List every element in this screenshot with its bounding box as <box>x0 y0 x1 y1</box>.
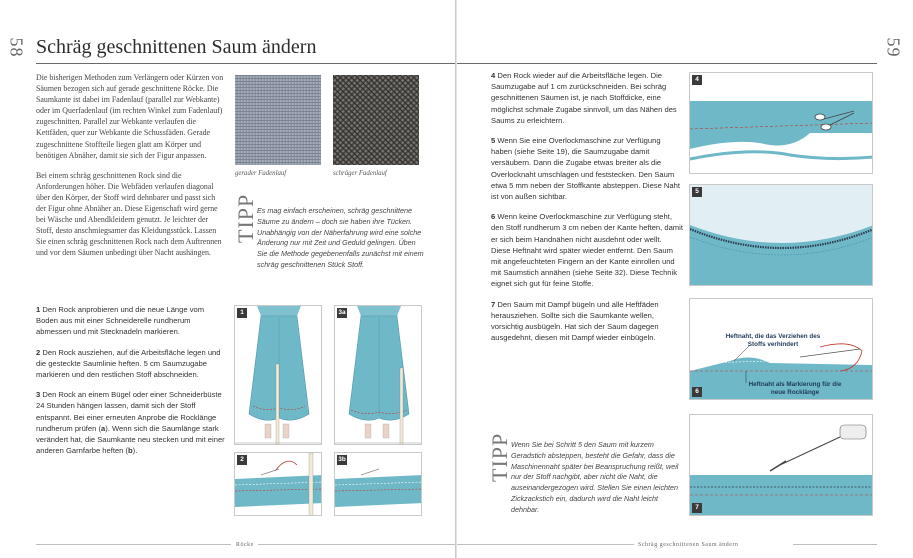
figure-4 <box>689 72 873 174</box>
figure-6 <box>689 298 873 400</box>
step-2: 2 Den Rock ausziehen, auf die Arbeitsfläche legen und die gesteckte Saumlinie heften. 5 cm Saumzugabe markieren und den restlichen Stoff abschneiden. <box>36 347 221 380</box>
steps-text <box>491 70 683 352</box>
footer-rule <box>793 544 877 545</box>
figure-7 <box>689 414 873 516</box>
footer-rule <box>258 544 455 545</box>
right-page <box>457 0 913 558</box>
step-4: 4 Den Rock wieder auf die Arbeitsfläche legen. Die Saumzugabe auf 1 cm zurückschneiden. Bei schräg geschnittenen Säumen ist, je nach Stoffdicke, eine möglichst schmale Zugabe sinnvoll, um das Nähen des Saums zu erleichtern. <box>491 71 677 125</box>
tipp-label: TIPP <box>487 432 512 482</box>
intro-paragraph: Bei einem schräg geschnittenen Rock sind die Anforderungen höher. Die Webfäden verlaufen diagonal über den Körper, der Stoff wird dehnbarer und passt sich der Figur ohne Abnäher an. Diese Eigenschaft wird gerne bei Wäsche und Abendkleidern genutzt. Je leichter der Stoff, desto anschmiegsamer das Kleidungsstück. Lassen Sie einen schräg geschnittenen Rock nach dem Auftrennen und vor dem Säumen unbedingt über Nacht aushängen. <box>36 170 222 258</box>
footer-rule <box>36 544 231 545</box>
page-number-right: 59 <box>883 37 904 58</box>
bias-grain-swatch <box>333 75 419 165</box>
figure-5 <box>689 184 873 286</box>
steps-text <box>36 304 226 465</box>
tipp-text: Wenn Sie bei Schritt 5 den Saum mit kurzem Geradstich absteppen, besteht die Gefahr, dass die Maschinennaht später bei Beanspruchung reißt, weil nur der Stoff nachgibt, aber nicht die Naht, die auseinandergezogen wird. Stellen Sie einen leichten Zickzackstich ein, dadurch wird die Naht leicht dehnbar. <box>511 440 679 514</box>
skirt-illustration <box>235 306 322 445</box>
footer-left: Röcke <box>236 542 254 548</box>
title-rule <box>36 63 455 64</box>
straight-grain-swatch <box>235 75 321 165</box>
figure-3b <box>334 452 422 516</box>
figure-1 <box>234 305 322 445</box>
page-number-left: 58 <box>6 37 27 58</box>
footer-right: Schräg geschnittenen Saum ändern <box>638 542 739 548</box>
figure-3a <box>334 305 422 445</box>
swatch-caption: schräger Fadenlauf <box>333 170 387 177</box>
figure-number: 6 <box>692 387 702 397</box>
figure-number: 3a <box>338 309 346 316</box>
footer-rule <box>457 544 634 545</box>
figure-number: 1 <box>237 308 247 318</box>
title-rule <box>457 63 877 64</box>
overlock-illustration <box>690 185 873 286</box>
left-page <box>0 0 455 558</box>
tipp-label: TIPP <box>233 193 258 243</box>
figure-number: 7 <box>692 503 702 513</box>
figure-2 <box>234 452 322 516</box>
tipp-text: Es mag einfach erscheinen, schräg geschnittene Säume zu ändern – doch sie haben ihre Tücken. Unabhängig von der Näherfahrung wird eine solche Änderung nur mit Zeit und Geduld gelingen. Üben Sie die Methode gegebenenfalls zunächst mit einem schräg geschnittenen Stück Stoff. <box>257 206 424 269</box>
swatch-caption: gerader Fadenlauf <box>235 170 287 177</box>
page-title: Schräg geschnittenen Saum ändern <box>36 36 317 58</box>
intro-paragraph: Die bisherigen Methoden zum Verlängern oder Kürzen von Säumen bezogen sich auf gerade geschnittene Röcke. Die Saumkante ist dabei im Fadenlauf (parallel zur Webkante) oder im Querfadenlauf (im rechten Winkel zum Fadenlauf) zugeschnitten. Parallel zur Webkante verlaufen die Kettfäden, quer zur Webkante die Schussfäden. Gerade zugeschnittene Stoffteile liegen glatt am Körper und benötigen Abnäher, damit sie sich der Figur anpassen. <box>36 73 224 160</box>
step-5: 5 Wenn Sie eine Overlockmaschine zur Verfügung haben (siehe Seite 19), die Saumzugabe damit versäubern. Dann die Zugabe etwas breiter als die Overlocknaht umschlagen und feststecken. Den Saum etwa 5 mm neben der Stoffkante absteppen. Diese Naht ist von außen sichtbar. <box>491 136 680 202</box>
figure-number: 3b <box>338 456 346 463</box>
basting-label-top: Heftnaht, die das Verziehen des Stoffs verhindert <box>725 333 821 348</box>
step-7: 7 Den Saum mit Dampf bügeln und alle Heftfäden herausziehen. Sollte sich die Saumkante wellen, vorsichtig ausbügeln. Hat sich der Saum dagegen ausgedehnt, diesen mit Dampf wieder einbügeln. <box>491 299 659 343</box>
step-6: 6 Wenn keine Overlockmaschine zur Verfügung steht, den Stoff rundherum 3 cm neben der Kante heften, damit er sich beim Handnähen nicht ausdehnt oder wellt. Diese Heftnaht wird später wieder entfernt. Den Saum mit angefeuchteten Fingern an der Kante einrollen und mit Saumstich annähen (siehe Seite 32). Diese Technik eignet sich gut für feine Stoffe. <box>491 212 683 289</box>
pressing-illustration <box>690 415 873 516</box>
rebasting-illustration <box>335 453 422 516</box>
figure-number: 4 <box>692 75 702 85</box>
trim-allowance-illustration <box>690 73 873 174</box>
skirt-illustration <box>335 306 422 445</box>
step-3: 3 Den Rock an einem Bügel oder einer Schneiderbüste 24 Stunden hängen lassen, damit sich der Stoff entspannt. Bei einer erneuten Anprobe die Rocklänge rundherum prüfen (a). Wenn sich die Saumlänge stark verändert hat, die Saumkante neu stecken und mit einer anderen Garnfarbe heften (b). <box>36 390 225 456</box>
figure-number: 5 <box>692 187 702 197</box>
figure-number: 2 <box>237 455 247 465</box>
basting-label-bottom: Heftnaht als Markierung für die neue Rocklänge <box>748 381 842 396</box>
step-1: 1 Den Rock anprobieren und die neue Länge vom Boden aus mit einer Schneiderelle rundherum abmessen und mit Stecknadeln markieren. <box>36 305 205 337</box>
intro-text <box>36 72 224 268</box>
cutting-illustration <box>235 453 322 516</box>
